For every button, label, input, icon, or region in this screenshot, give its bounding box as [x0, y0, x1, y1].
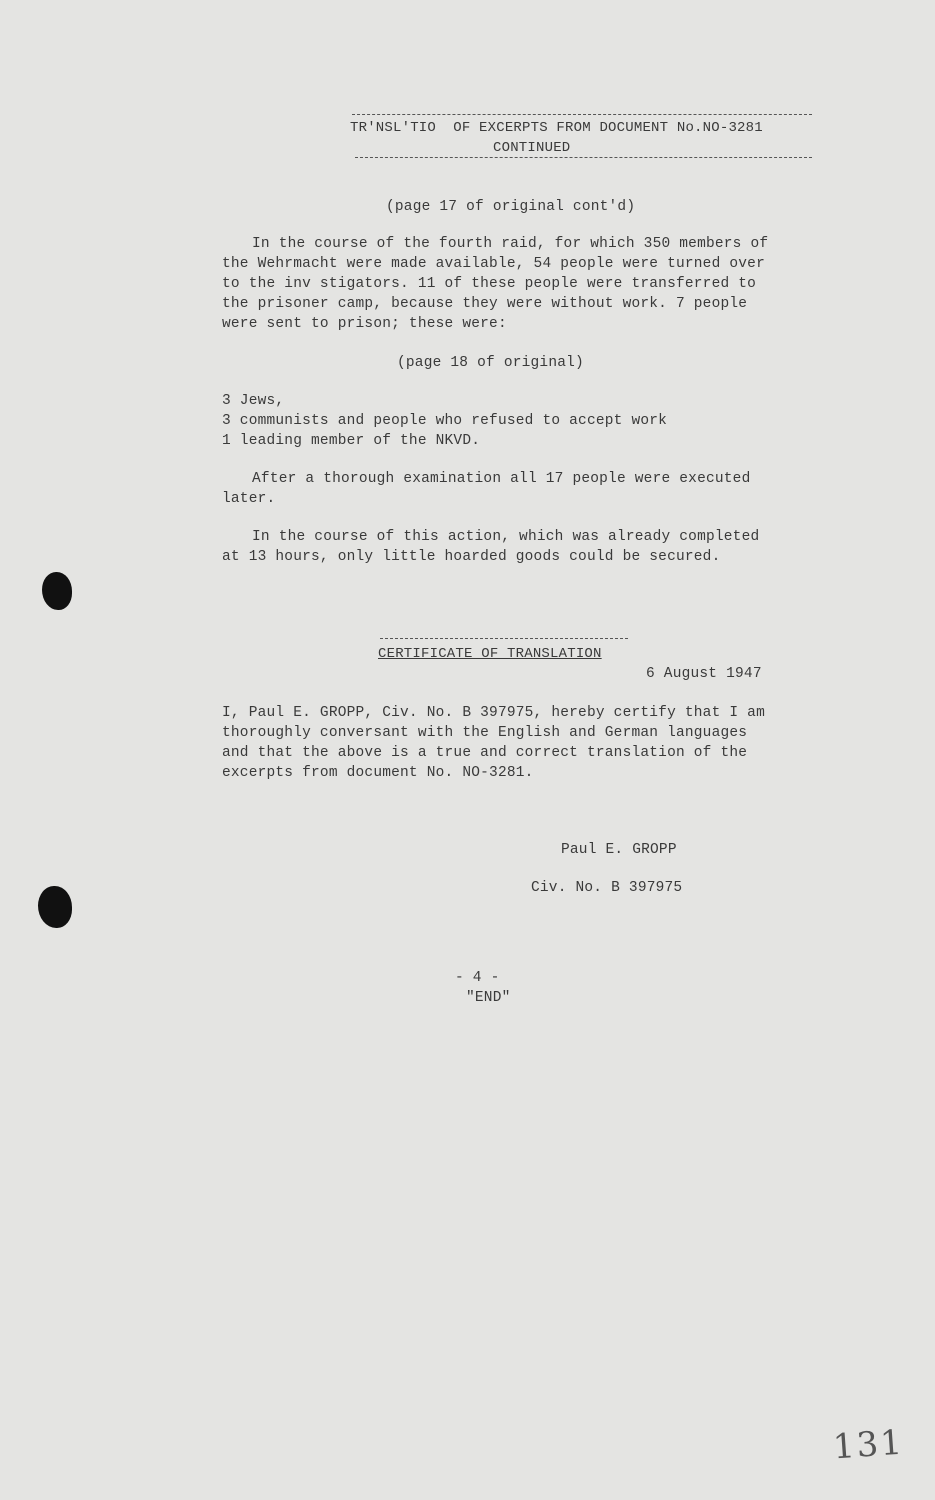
certificate-rule-top: [380, 638, 628, 639]
para1-line: to the inv stigators. 11 of these people were transferred to: [222, 276, 757, 292]
para3-line: In the course of this action, which was already completed: [252, 529, 760, 545]
punch-hole-top: [42, 572, 72, 610]
para1-line: were sent to prison; these were:: [222, 316, 507, 332]
end-mark: "END": [466, 990, 511, 1006]
header-rule-top: [352, 114, 812, 115]
page-18-note: (page 18 of original): [397, 355, 584, 371]
list-item: 3 Jews,: [222, 393, 285, 409]
para1-line: the prisoner camp, because they were without work. 7 people: [222, 296, 748, 312]
page-number: - 4 -: [455, 970, 500, 986]
certificate-line: excerpts from document No. NO-3281.: [222, 765, 534, 781]
para2-line: later.: [222, 491, 276, 507]
header-rule-bottom: [355, 157, 812, 158]
certificate-line: and that the above is a true and correct translation of the: [222, 745, 748, 761]
document-title: TR'NSL'TIO OF EXCERPTS FROM DOCUMENT No.NO-3281: [350, 120, 763, 136]
list-item: 1 leading member of the NKVD.: [222, 433, 481, 449]
handwritten-page-mark: 131: [831, 1422, 906, 1468]
certificate-date: 6 August 1947: [646, 666, 762, 682]
para1-line: the Wehrmacht were made available, 54 people were turned over: [222, 256, 765, 272]
certificate-heading: CERTIFICATE OF TRANSLATION: [378, 646, 602, 662]
document-subtitle: CONTINUED: [493, 140, 571, 156]
signature-name: Paul E. GROPP: [561, 842, 677, 858]
para2-line: After a thorough examination all 17 people were executed: [252, 471, 751, 487]
list-item: 3 communists and people who refused to accept work: [222, 413, 668, 429]
certificate-line: I, Paul E. GROPP, Civ. No. B 397975, hereby certify that I am: [222, 705, 765, 721]
page-17-note: (page 17 of original cont'd): [386, 199, 636, 215]
punch-hole-bottom: [38, 886, 72, 928]
para3-line: at 13 hours, only little hoarded goods could be secured.: [222, 549, 721, 565]
certificate-line: thoroughly conversant with the English and German languages: [222, 725, 748, 741]
signature-civ-no: Civ. No. B 397975: [531, 880, 683, 896]
para1-line: In the course of the fourth raid, for which 350 members of: [252, 236, 769, 252]
